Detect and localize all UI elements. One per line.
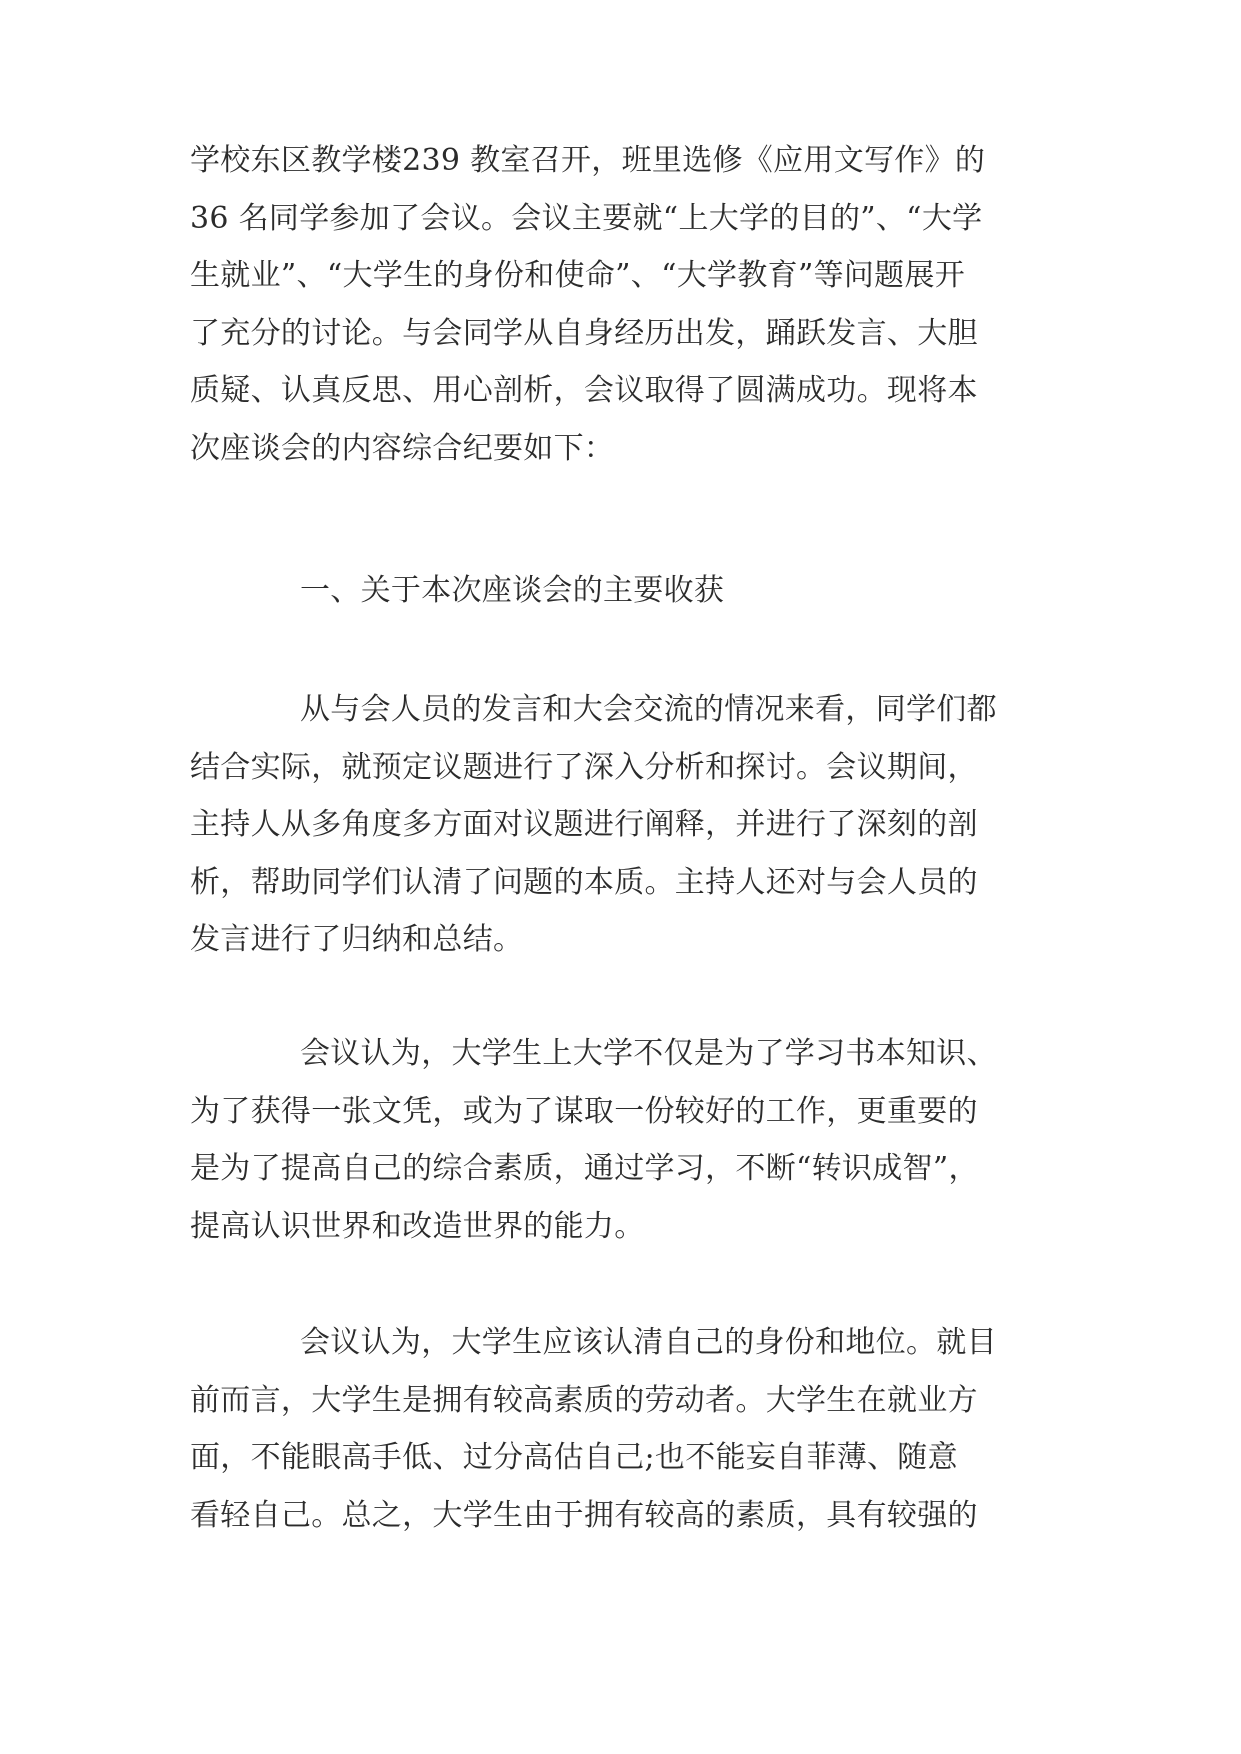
paragraph-line: 是为了提高自己的综合素质，通过学习，不断“转识成智”，	[190, 1151, 979, 1186]
section-heading-block	[190, 562, 1050, 620]
paragraph-line: 了充分的讨论。与会同学从自身经历出发，踊跃发言、大胆	[190, 315, 978, 351]
paragraph-line: 主持人从多角度多方面对议题进行阐释，并进行了深刻的剖	[190, 807, 978, 842]
paragraph-line: 面，不能眼高手低、过分高估自己;也不能妄自菲薄、随意	[190, 1440, 958, 1475]
paragraph-line: 发言进行了归纳和总结。	[190, 922, 524, 957]
paragraph-line: 会议认为，大学生应该认清自己的身份和地位。就目	[300, 1325, 997, 1360]
paragraph-harvest	[190, 681, 1050, 969]
intro-paragraph	[190, 132, 1050, 477]
paragraph-line: 看轻自己。总之，大学生由于拥有较高的素质，具有较强的	[190, 1497, 978, 1533]
paragraph-line: 从与会人员的发言和大会交流的情况来看，同学们都	[300, 692, 997, 727]
paragraph-purpose	[190, 1025, 1050, 1255]
section-heading: 一、关于本次座谈会的主要收获	[300, 573, 725, 608]
paragraph-line: 结合实际，就预定议题进行了深入分析和探讨。会议期间，	[190, 749, 978, 785]
paragraph-line: 36 名同学参加了会议。会议主要就“上大学的目的”、“大学	[190, 200, 983, 236]
paragraph-line: 析，帮助同学们认清了问题的本质。主持人还对与会人员的	[190, 864, 978, 900]
paragraph-identity	[190, 1314, 1050, 1544]
paragraph-line: 为了获得一张文凭，或为了谋取一份较好的工作，更重要的	[190, 1093, 978, 1129]
paragraph-line: 学校东区教学楼239 教室召开，班里选修《应用文写作》的	[190, 143, 986, 178]
paragraph-line: 提高认识世界和改造世界的能力。	[190, 1208, 645, 1244]
paragraph-line: 生就业”、“大学生的身份和使命”、“大学教育”等问题展开	[190, 258, 966, 293]
paragraph-line: 会议认为，大学生上大学不仅是为了学习书本知识、	[300, 1036, 997, 1071]
paragraph-line: 次座谈会的内容综合纪要如下：	[190, 430, 615, 466]
paragraph-line: 前而言，大学生是拥有较高素质的劳动者。大学生在就业方	[190, 1382, 978, 1418]
paragraph-line: 质疑、认真反思、用心剖析，会议取得了圆满成功。现将本	[190, 373, 978, 408]
